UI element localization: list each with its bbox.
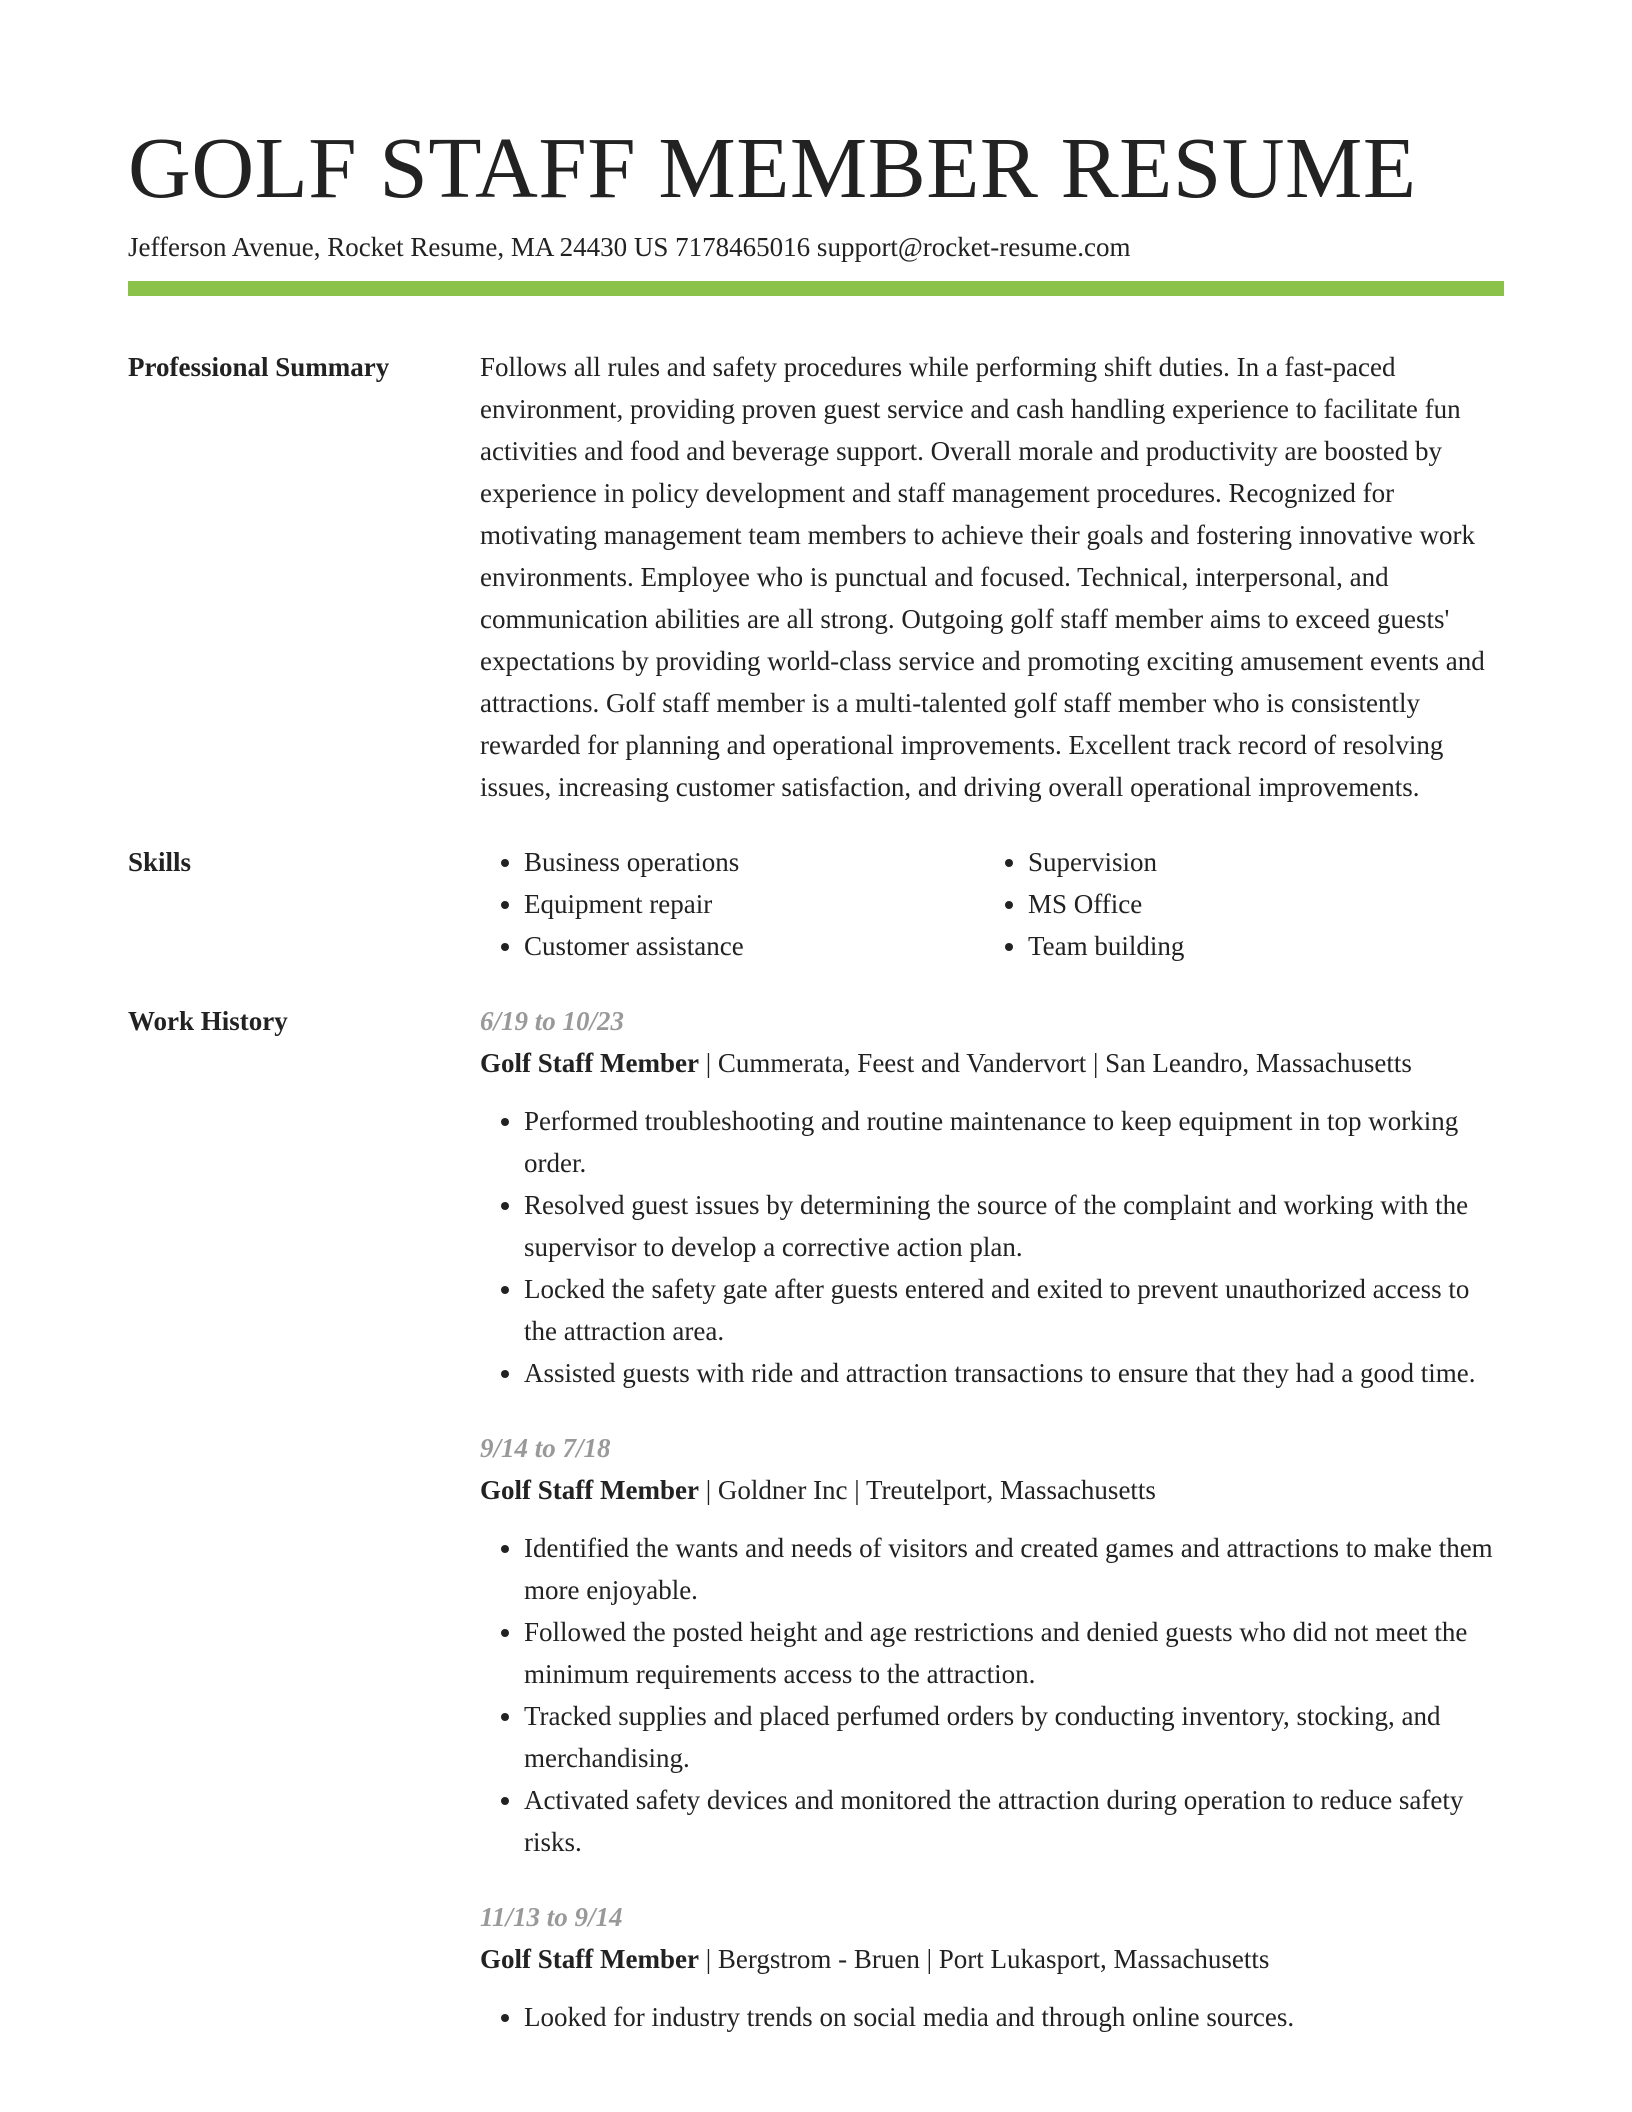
job-bullet: • Followed the posted height and age restrictions and denied guests who did not meet the minimum requirements access to the attraction. [524,1611,1504,1695]
job-dates: 11/13 to 9/14 [480,1902,623,1932]
skills-list-left [480,841,984,967]
job-bullets [480,1996,1504,2038]
skill-item: • Team building [1028,925,1488,967]
work-history-section [128,1000,1504,2071]
skill-item: • Customer assistance [524,925,984,967]
job-bullet: • Tracked supplies and placed perfumed orders by conducting inventory, stocking, and merchandising. [524,1695,1504,1779]
professional-summary-section [128,346,1504,808]
section-body [480,841,1504,967]
job-heading [480,1042,1504,1084]
job-entry [480,1000,1504,1394]
job-bullet: • Resolved guest issues by determining the source of the complaint and working with the supervisor to develop a corrective action plan. [524,1184,1504,1268]
section-title: Work History [128,1006,288,1036]
job-details: | Goldner Inc | Treutelport, Massachusetts [698,1475,1156,1505]
job-bullets [480,1100,1504,1394]
header-divider [128,281,1504,296]
job-bullet: • Locked the safety gate after guests entered and exited to prevent unauthorized access to the attraction area. [524,1268,1504,1352]
job-entry [480,1427,1504,1863]
section-title: Skills [128,847,192,877]
section-title: Professional Summary [128,352,390,382]
job-title: Golf Staff Member [480,1475,699,1505]
skill-item: • Supervision [1028,841,1488,883]
skill-item: • Equipment repair [524,883,984,925]
job-bullet: • Activated safety devices and monitored the attraction during operation to reduce safety risks. [524,1779,1504,1863]
section-body [480,1000,1504,2071]
job-heading [480,1938,1504,1980]
job-title: Golf Staff Member [480,1944,699,1974]
section-body [480,346,1504,808]
skill-item: • Business operations [524,841,984,883]
resume-page [128,0,1504,2071]
job-bullets [480,1527,1504,1863]
job-heading [480,1469,1504,1511]
skill-item: • MS Office [1028,883,1488,925]
skills-list-right [984,841,1488,967]
skills-grid [480,841,1504,967]
job-title: Golf Staff Member [480,1048,699,1078]
job-bullet: • Performed troubleshooting and routine maintenance to keep equipment in top working order. [524,1100,1504,1184]
job-details: | Cummerata, Feest and Vandervort | San Leandro, Massachusetts [698,1048,1412,1078]
job-dates: 9/14 to 7/18 [480,1433,611,1463]
job-bullet: • Looked for industry trends on social media and through online sources. [524,1996,1504,2038]
job-bullet: • Assisted guests with ride and attraction transactions to ensure that they had a good time. [524,1352,1504,1394]
contact-line: Jefferson Avenue, Rocket Resume, MA 24430 US 7178465016 support@rocket-resume.com [128,232,1131,262]
resume-title: GOLF STAFF MEMBER RESUME [128,119,1417,216]
skills-section [128,841,1504,967]
job-details: | Bergstrom - Bruen | Port Lukasport, Massachusetts [698,1944,1270,1974]
job-entry [480,1896,1504,2038]
job-dates: 6/19 to 10/23 [480,1006,625,1036]
summary-text: Follows all rules and safety procedures while performing shift duties. In a fast-paced environment, providing proven guest service and cash handling experience to facilitate fun activities and food and beverage support. Overall morale and productivity are boosted by experience in policy development and staff management procedures. Recognized for motivating management team members to achieve their goals and fostering innovative work environments. Employee who is punctual and focused. Technical, interpersonal, and communication abilities are all strong. Outgoing golf staff member aims to exceed guests' expectations by providing world-class service and promoting exciting amusement events and attractions. Golf staff member is a multi-talented golf staff member who is consistently rewarded for planning and operational improvements. Excellent track record of resolving issues, increasing customer satisfaction, and driving overall operational improvements. [480,352,1485,802]
job-bullet: • Identified the wants and needs of visitors and created games and attractions to make them more enjoyable. [524,1527,1504,1611]
